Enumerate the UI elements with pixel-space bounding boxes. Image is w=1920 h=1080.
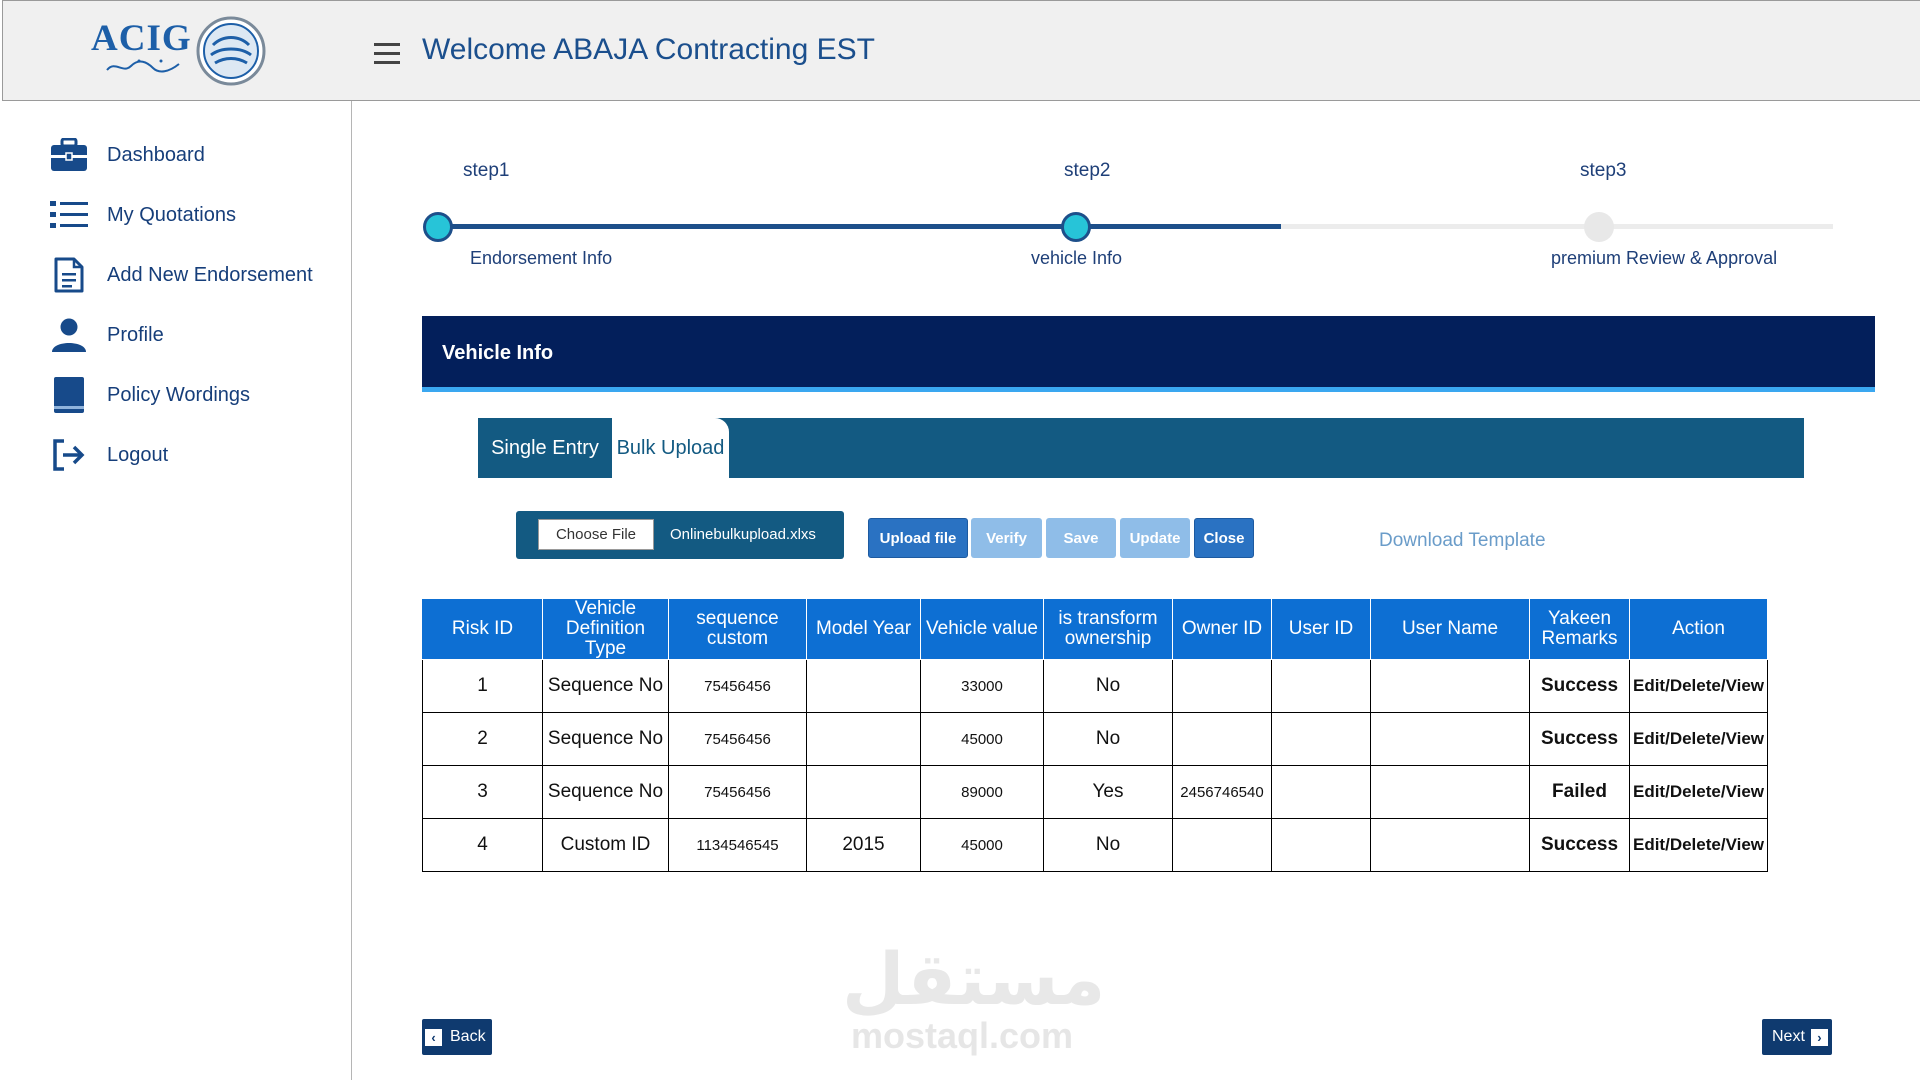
column-header: Action <box>1630 599 1768 660</box>
step-1-dot[interactable] <box>423 212 453 242</box>
owner-id-cell <box>1173 713 1272 766</box>
vehicle-value-cell: 33000 <box>921 660 1044 713</box>
top-header <box>352 0 1920 101</box>
column-header: Vehicle Definition Type <box>543 599 669 660</box>
chevron-left-icon: ‹ <box>425 1029 442 1046</box>
chevron-right-icon: › <box>1811 1029 1828 1046</box>
step-label: premium Review & Approval <box>1551 248 1778 268</box>
user-name-cell <box>1371 713 1530 766</box>
step-3-dot[interactable] <box>1584 212 1614 242</box>
tab-single-entry[interactable]: Single Entry <box>491 436 599 459</box>
sequence-cell: 75456456 <box>669 713 807 766</box>
sequence-cell: 75456456 <box>669 766 807 819</box>
owner-id-cell <box>1173 819 1272 872</box>
sidebar-item-label: Add New Endorsement <box>107 263 313 286</box>
model-year-cell <box>807 660 921 713</box>
entry-tabs <box>478 418 1804 478</box>
user-name-cell <box>1371 819 1530 872</box>
sequence-cell: 75456456 <box>669 660 807 713</box>
step-label: Endorsement Info <box>470 248 613 268</box>
row-actions-link[interactable]: Edit/Delete/View <box>1630 713 1768 766</box>
sidebar-item-policy-wordings[interactable] <box>48 373 250 417</box>
transform-ownership-cell: No <box>1044 819 1173 872</box>
column-header: Yakeen Remarks <box>1530 599 1630 660</box>
transform-ownership-cell: No <box>1044 660 1173 713</box>
user-id-cell <box>1272 713 1371 766</box>
step-progress-bar <box>438 224 1281 229</box>
briefcase-icon <box>48 135 90 175</box>
section-title: Vehicle Info <box>442 342 554 364</box>
table-row <box>423 713 1768 766</box>
watermark <box>842 940 1106 1056</box>
sidebar-item-my-quotations[interactable] <box>48 193 236 237</box>
risk-id-cell: 1 <box>423 660 543 713</box>
sidebar-item-label: Policy Wordings <box>107 383 251 406</box>
table-row <box>423 766 1768 819</box>
next-label: Next <box>1772 1028 1805 1045</box>
section-header <box>422 316 1875 392</box>
step-title: step2 <box>1064 160 1111 181</box>
step-title: step3 <box>1580 160 1627 181</box>
sidebar-item-logout[interactable] <box>48 433 168 477</box>
sequence-cell: 1134546545 <box>669 819 807 872</box>
model-year-cell <box>807 713 921 766</box>
update-button[interactable]: Update <box>1120 518 1190 558</box>
model-year-cell: 2015 <box>807 819 921 872</box>
user-id-cell <box>1272 660 1371 713</box>
user-id-cell <box>1272 766 1371 819</box>
risk-id-cell: 2 <box>423 713 543 766</box>
sidebar-item-profile[interactable] <box>48 313 164 357</box>
back-button[interactable] <box>422 1019 492 1055</box>
upload-file-button[interactable]: Upload file <box>868 518 968 558</box>
vehicles-table <box>422 598 1768 872</box>
table-header-row <box>423 599 1768 660</box>
selected-file-name: Onlinebulkupload.xlxs <box>670 526 816 543</box>
row-actions-link[interactable]: Edit/Delete/View <box>1630 766 1768 819</box>
owner-id-cell: 2456746540 <box>1173 766 1272 819</box>
definition-type-cell: Sequence No <box>543 766 669 819</box>
risk-id-cell: 3 <box>423 766 543 819</box>
vehicle-value-cell: 89000 <box>921 766 1044 819</box>
transform-ownership-cell: No <box>1044 713 1173 766</box>
column-header: is transform ownership <box>1044 599 1173 660</box>
yakeen-remarks-cell: Success <box>1530 819 1630 872</box>
sidebar-item-dashboard[interactable] <box>48 133 205 177</box>
file-picker <box>516 511 844 559</box>
column-header: Vehicle value <box>921 599 1044 660</box>
sidebar-item-label: Logout <box>107 443 169 466</box>
transform-ownership-cell: Yes <box>1044 766 1173 819</box>
brand-logo-script <box>103 56 183 81</box>
menu-toggle-icon[interactable] <box>374 43 400 70</box>
column-header: User Name <box>1371 599 1530 660</box>
back-label: Back <box>450 1028 486 1045</box>
user-name-cell <box>1371 660 1530 713</box>
sidebar-item-label: Dashboard <box>107 143 205 166</box>
definition-type-cell: Custom ID <box>543 819 669 872</box>
brand-logo-text: ACIG <box>91 18 192 59</box>
step-label: vehicle Info <box>1031 248 1123 268</box>
vehicle-value-cell: 45000 <box>921 713 1044 766</box>
list-icon <box>48 195 90 235</box>
user-icon <box>48 315 90 355</box>
save-button[interactable]: Save <box>1046 518 1116 558</box>
download-template-link[interactable]: Download Template <box>1379 530 1546 551</box>
column-header: Owner ID <box>1173 599 1272 660</box>
row-actions-link[interactable]: Edit/Delete/View <box>1630 819 1768 872</box>
user-id-cell <box>1272 819 1371 872</box>
column-header: sequence custom <box>669 599 807 660</box>
page-title: Welcome ABAJA Contracting EST <box>422 33 875 66</box>
sidebar-item-label: Profile <box>107 323 164 346</box>
logout-icon <box>48 435 90 475</box>
step-2-dot[interactable] <box>1061 212 1091 242</box>
document-icon <box>48 255 90 295</box>
sidebar <box>0 101 352 1080</box>
book-icon <box>48 375 90 415</box>
sidebar-item-label: My Quotations <box>107 203 236 226</box>
column-header: Model Year <box>807 599 921 660</box>
sidebar-item-add-new-endorsement[interactable] <box>48 253 313 297</box>
user-name-cell <box>1371 766 1530 819</box>
owner-id-cell <box>1173 660 1272 713</box>
column-header: User ID <box>1272 599 1371 660</box>
yakeen-remarks-cell: Success <box>1530 713 1630 766</box>
yakeen-remarks-cell: Failed <box>1530 766 1630 819</box>
watermark-arabic: مستقل <box>842 940 1106 1020</box>
next-button[interactable] <box>1762 1019 1832 1055</box>
vehicle-value-cell: 45000 <box>921 819 1044 872</box>
logo-panel <box>2 0 353 101</box>
definition-type-cell: Sequence No <box>543 713 669 766</box>
verify-button[interactable]: Verify <box>971 518 1042 558</box>
watermark-latin: mostaql.com <box>850 1015 1074 1056</box>
definition-type-cell: Sequence No <box>543 660 669 713</box>
row-actions-link[interactable]: Edit/Delete/View <box>1630 660 1768 713</box>
yakeen-remarks-cell: Success <box>1530 660 1630 713</box>
column-header: Risk ID <box>423 599 543 660</box>
table-row <box>423 819 1768 872</box>
choose-file-button[interactable]: Choose File <box>538 519 654 550</box>
model-year-cell <box>807 766 921 819</box>
risk-id-cell: 4 <box>423 819 543 872</box>
step-title: step1 <box>463 160 510 181</box>
tab-bulk-upload[interactable]: Bulk Upload <box>612 418 729 478</box>
close-button[interactable]: Close <box>1194 518 1254 558</box>
brand-emblem-icon <box>195 15 267 92</box>
table-row <box>423 660 1768 713</box>
